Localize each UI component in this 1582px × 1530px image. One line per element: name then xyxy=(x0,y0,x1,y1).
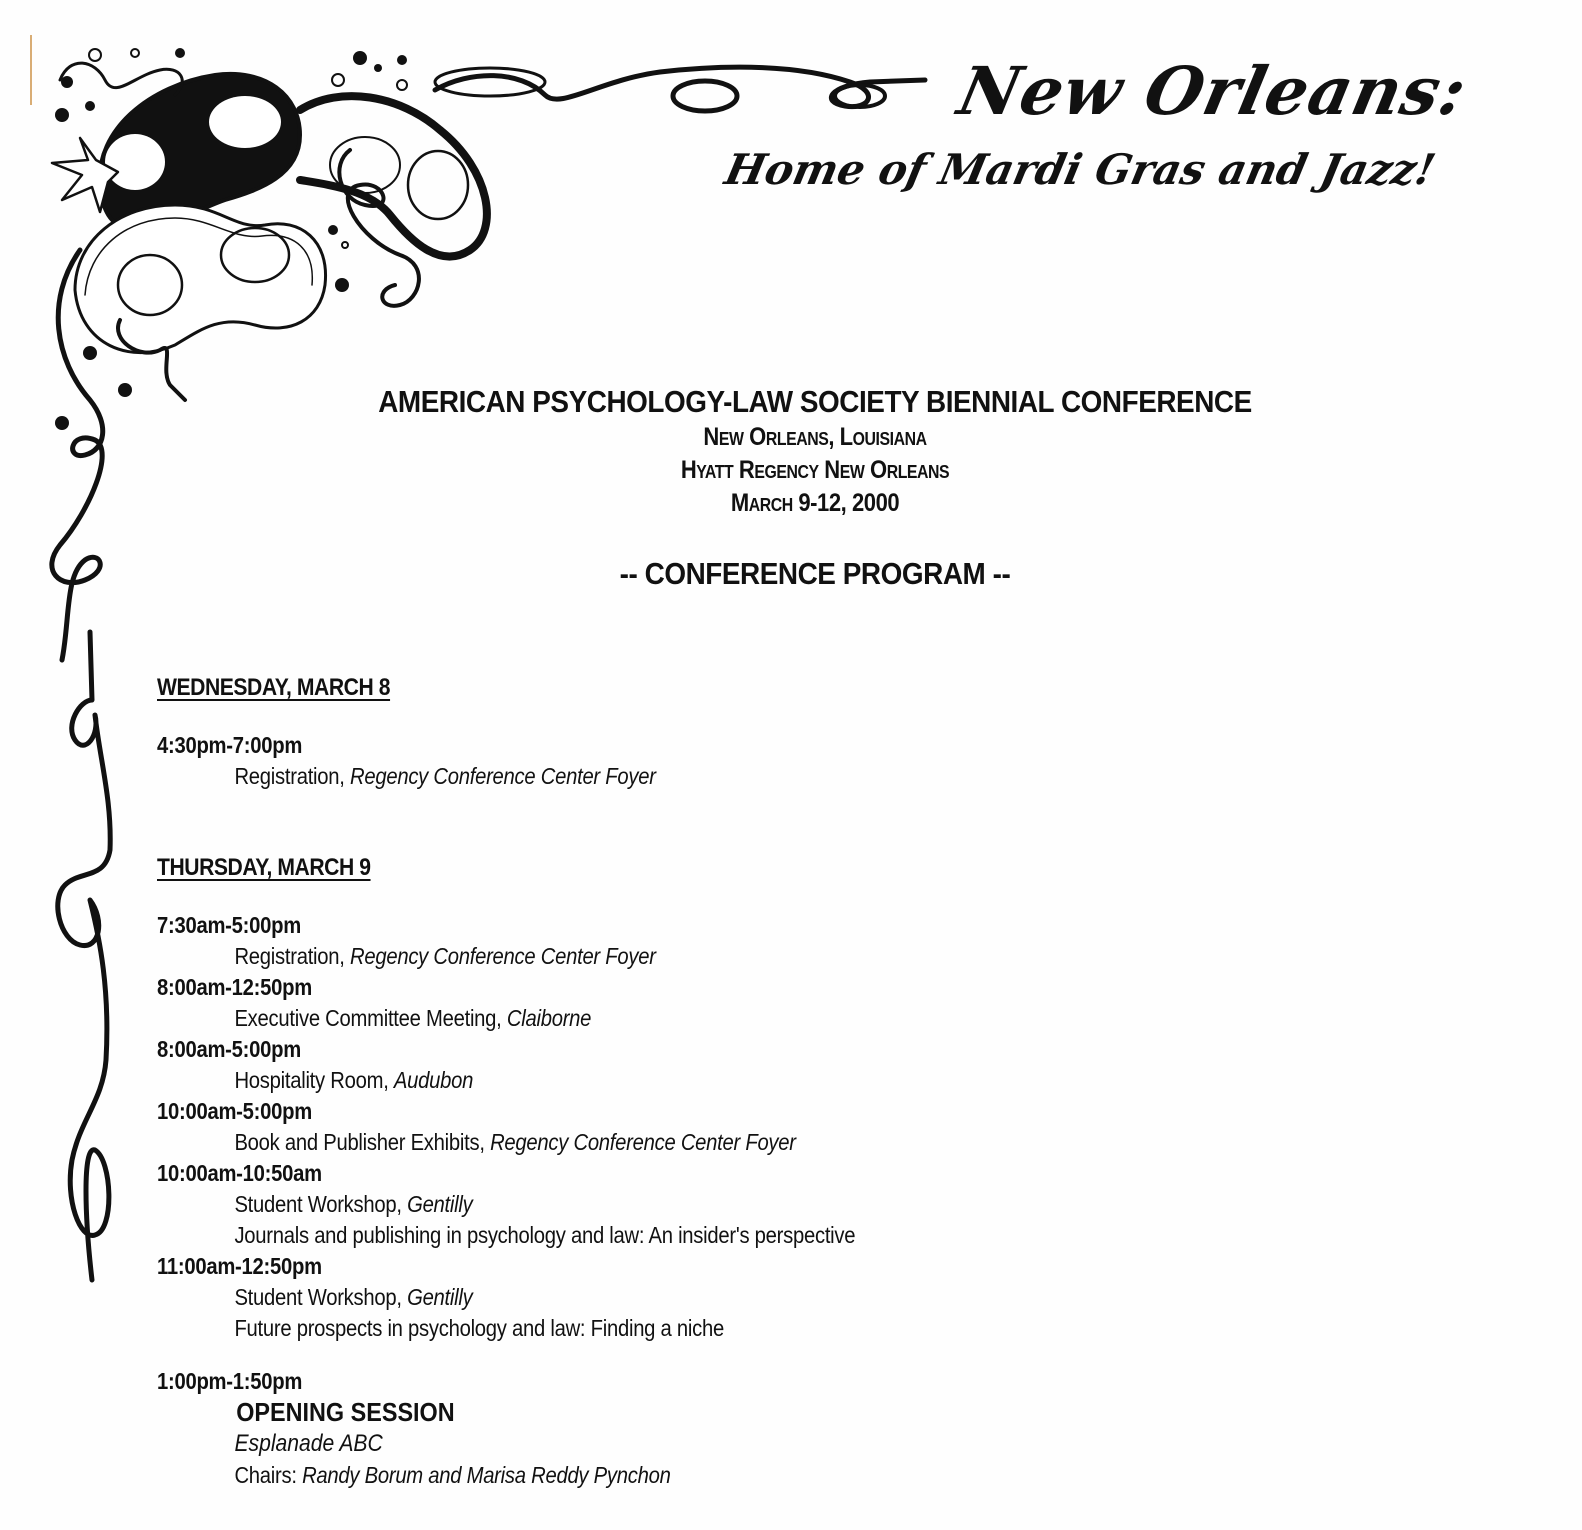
conference-location: New Orleans, Louisiana xyxy=(703,423,927,451)
entry-event xyxy=(157,1127,949,1158)
dark-mask-icon xyxy=(100,74,300,231)
entry-time: 8:00am-5:00pm xyxy=(157,1036,301,1062)
day-wednesday xyxy=(157,670,1057,792)
event-name: Registration, xyxy=(234,763,350,789)
conference-venue: Hyatt Regency New Orleans xyxy=(680,456,950,484)
conference-dates: March 9-12, 2000 xyxy=(730,489,900,517)
entry-time: 1:00pm-1:50pm xyxy=(157,1368,303,1394)
event-name: Student Workshop, xyxy=(234,1284,408,1310)
entry-time: 7:30am-5:00pm xyxy=(157,912,301,938)
entry-topic: Journals and publishing in psychology and law: An insider's perspective xyxy=(234,1222,856,1248)
event-location: Claiborne xyxy=(506,1005,592,1031)
entry-event xyxy=(157,941,949,972)
entry-event xyxy=(157,1003,949,1034)
banner-title: New Orleans: xyxy=(951,52,1475,130)
event-name: Executive Committee Meeting, xyxy=(234,1005,507,1031)
entry-time: 8:00am-12:50pm xyxy=(157,974,312,1000)
day-heading: THURSDAY, MARCH 9 xyxy=(157,854,371,881)
entry-time: 10:00am-5:00pm xyxy=(157,1098,312,1124)
entry-topic: Future prospects in psychology and law: Finding a niche xyxy=(234,1315,724,1341)
starburst-icon xyxy=(52,138,118,212)
scan-edge-mark xyxy=(30,35,32,105)
event-location: Audubon xyxy=(393,1067,474,1093)
session-chairs xyxy=(157,1460,949,1491)
entry-time: 4:30pm-7:00pm xyxy=(157,732,303,758)
event-location: Gentilly xyxy=(407,1191,473,1217)
event-name: Student Workshop, xyxy=(234,1191,408,1217)
schedule-entry xyxy=(157,910,1057,972)
entry-event xyxy=(157,1065,949,1096)
schedule-entry-opening-session xyxy=(157,1366,1057,1491)
top-streamer-icon xyxy=(435,67,925,106)
chairs-names: Randy Borum and Marisa Reddy Pynchon xyxy=(302,1462,671,1488)
schedule-entry xyxy=(157,1096,1057,1158)
event-location: Regency Conference Center Foyer xyxy=(349,943,656,969)
conference-name: AMERICAN PSYCHOLOGY-LAW SOCIETY BIENNIAL CONFERENCE xyxy=(378,384,1252,419)
entry-time: 10:00am-10:50am xyxy=(157,1160,322,1186)
white-mask-icon xyxy=(75,205,326,353)
entry-event xyxy=(157,1189,949,1220)
conference-header xyxy=(300,383,1330,592)
event-name: Registration, xyxy=(234,943,350,969)
event-location: Gentilly xyxy=(407,1284,473,1310)
entry-time: 11:00am-12:50pm xyxy=(157,1253,322,1279)
entry-event xyxy=(157,1282,949,1313)
schedule-entry xyxy=(157,1034,1057,1096)
day-heading: WEDNESDAY, MARCH 8 xyxy=(157,674,391,701)
schedule xyxy=(157,670,1057,1491)
event-location: Regency Conference Center Foyer xyxy=(349,763,656,789)
schedule-entry xyxy=(157,730,1057,792)
program-title: -- CONFERENCE PROGRAM -- xyxy=(619,556,1011,591)
event-location: Regency Conference Center Foyer xyxy=(490,1129,796,1155)
event-name: Hospitality Room, xyxy=(234,1067,394,1093)
chairs-label: Chairs: xyxy=(234,1462,303,1488)
entry-event xyxy=(157,761,949,792)
day-thursday xyxy=(157,850,1057,1491)
event-name: Book and Publisher Exhibits, xyxy=(234,1129,491,1155)
session-room: Esplanade ABC xyxy=(234,1430,383,1457)
schedule-entry xyxy=(157,1251,1057,1344)
session-title: OPENING SESSION xyxy=(236,1397,455,1427)
schedule-entry xyxy=(157,1158,1057,1251)
banner-subtitle: Home of Mardi Gras and Jazz! xyxy=(720,145,1440,194)
schedule-entry xyxy=(157,972,1057,1034)
side-streamer-icon xyxy=(52,250,110,1280)
